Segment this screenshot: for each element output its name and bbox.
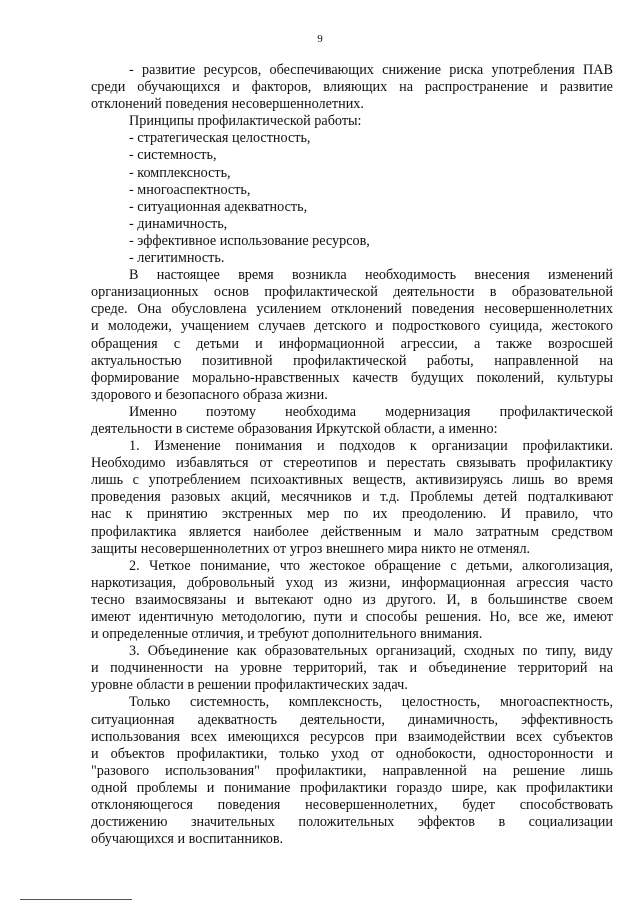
text-line: - системность, xyxy=(129,147,217,164)
text-line: - эффективное использование ресурсов, xyxy=(129,232,370,249)
text-line: имеют идентичную методологию, пути и способы решения. Но, все же, имеют xyxy=(91,609,613,625)
text-line: среди обучающихся и факторов, влияющих на распространение и развитие xyxy=(91,79,613,96)
text-line: отклоняющегося поведения несовершеннолетних, будет способствовать xyxy=(91,797,613,814)
footnote-rule xyxy=(20,899,132,900)
text-line: "разового использования" профилактики, направленной на решение лишь xyxy=(91,762,613,779)
text-line: Именно поэтому необходима модернизация профилактической xyxy=(129,403,613,420)
text-line: и определенные отличия, и требуют дополнительного внимания. xyxy=(91,626,483,643)
text-line: - стратегическая целостность, xyxy=(129,130,311,147)
text-line: - легитимность. xyxy=(129,250,225,267)
text-line: деятельности в системе образования Иркутской области, а именно: xyxy=(91,420,498,437)
document-body xyxy=(91,62,613,848)
text-line: уровне области в решении профилактических задач. xyxy=(91,677,408,694)
text-line: - развитие ресурсов, обеспечивающих снижение риска употребления ПАВ xyxy=(129,62,613,78)
text-line: тесно взаимосвязаны и вытекают одно из другого. И, в большинстве своем xyxy=(91,591,613,608)
page-number: 9 xyxy=(317,33,323,45)
text-line: и объектов профилактики, только уход от однобокости, односторонности и xyxy=(91,745,613,762)
text-line: Необходимо избавляться от стереотипов и перестать связывать профилактику xyxy=(91,455,613,472)
text-line: наркотизация, добровольный уход из жизни, информационная агрессия часто xyxy=(91,574,613,591)
text-line: обучающихся и воспитанников. xyxy=(91,831,284,848)
text-line: - ситуационная адекватность, xyxy=(129,198,308,215)
text-line: проведения разовых акций, месячников и т.д. Проблемы детей подталкивают xyxy=(91,489,613,506)
text-line: здорового и безопасного образа жизни. xyxy=(91,386,328,403)
text-line: 2. Четкое понимание, что жестокое обращение с детьми, алкоголизация, xyxy=(129,557,613,574)
text-line: Только системность, комплексность, целостность, многоаспектность, xyxy=(129,694,613,711)
text-line: Принципы профилактической работы: xyxy=(129,113,362,130)
text-line: достижению значительных положительных эффектов в социализации xyxy=(91,814,613,831)
text-line: отклонений поведения несовершеннолетних. xyxy=(91,96,364,113)
text-line: защиты несовершеннолетних от угроз внешнего мира никто не отменял. xyxy=(91,540,531,557)
text-line: одной проблемы и понимание профилактики гораздо шире, как профилактики xyxy=(91,779,613,796)
text-line: 1. Изменение понимания и подходов к организации профилактики. xyxy=(129,438,613,455)
text-line: - комплексность, xyxy=(129,164,231,181)
text-line: - многоаспектность, xyxy=(129,181,251,198)
text-line: В настоящее время возникла необходимость внесения изменений xyxy=(129,267,613,284)
text-line: лишь с употреблением психоактивных веществ, активизируясь лишь во время xyxy=(91,472,613,489)
text-line: организационных основ профилактической деятельности в образовательной xyxy=(91,284,613,301)
text-line: 3. Объединение как образовательных организаций, сходных по типу, виду xyxy=(129,643,613,660)
text-line: обращения с детьми и информационной агрессии, а также возросшей xyxy=(91,335,613,352)
text-line: - динамичность, xyxy=(129,215,228,232)
text-line: ситуационная адекватность деятельности, динамичность, эффективность xyxy=(91,711,613,728)
text-line: и молодежи, учащением случаев детского и подросткового суицида, жестокого xyxy=(91,318,613,335)
text-line: среде. Она обусловлена усилением отклонений поведения несовершеннолетних xyxy=(91,301,613,318)
text-line: формирование морально-нравственных качеств будущих поколений, культуры xyxy=(91,369,613,386)
text-line: профилактика является наиболее действенным и мало затратным средством xyxy=(91,523,613,540)
text-line: и подчиненности на уровне территорий, так и объединение территорий на xyxy=(91,660,613,677)
text-line: актуальностью позитивной профилактической работы, направленной на xyxy=(91,352,613,369)
text-line: нас к принятию экстренных мер по их преодолению. И правило, что xyxy=(91,506,613,523)
text-line: использования всех имеющихся ресурсов при взаимодействии всех субъектов xyxy=(91,728,613,745)
